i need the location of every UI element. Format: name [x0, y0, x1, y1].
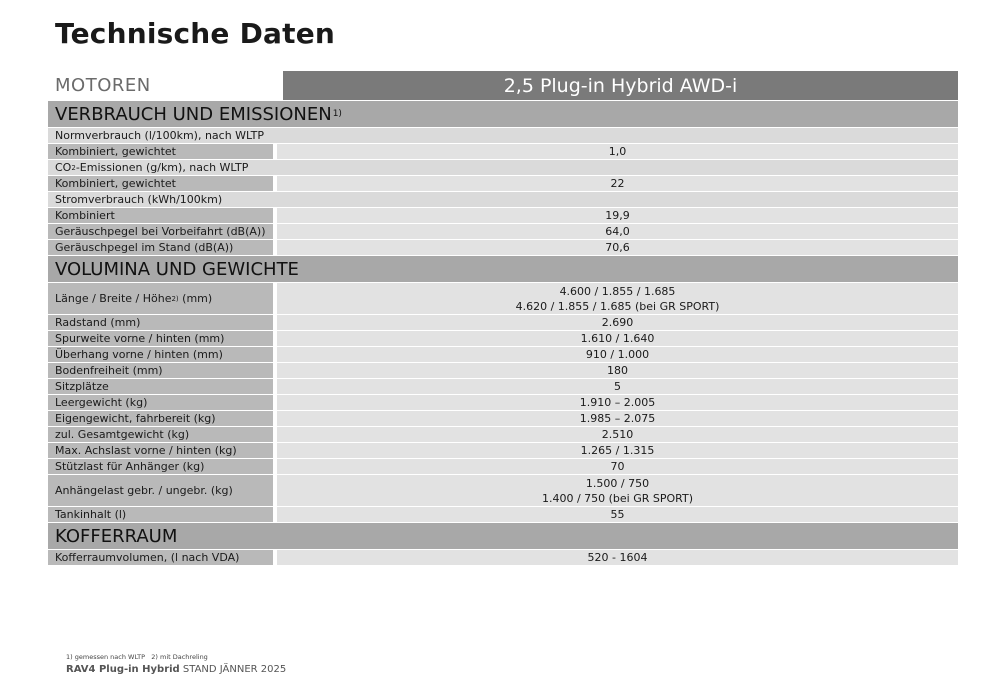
row-label [48, 283, 273, 314]
footnote-ref: 2) [171, 294, 179, 303]
table-row [48, 240, 958, 255]
row-label: Kombiniert, gewichtet [48, 176, 273, 191]
table-row [48, 507, 958, 522]
row-value: 70 [277, 459, 958, 474]
row-value: 70,6 [277, 240, 958, 255]
dims-unit: (mm) [178, 292, 213, 305]
row-value: 22 [277, 176, 958, 191]
row-value: 1.910 – 2.005 [277, 395, 958, 410]
row-value: 2.510 [277, 427, 958, 442]
footnote-ref: 1) [332, 109, 342, 119]
value-line: 4.600 / 1.855 / 1.685 [559, 284, 676, 298]
table-row [48, 331, 958, 346]
spec-table [48, 71, 958, 566]
subheading-co2 [48, 160, 958, 175]
value-line: 4.620 / 1.855 / 1.685 (bei GR SPORT) [515, 299, 720, 313]
row-label: Stützlast für Anhänger (kg) [48, 459, 273, 474]
table-row [48, 411, 958, 426]
row-value: 64,0 [277, 224, 958, 239]
row-value: 180 [277, 363, 958, 378]
co2-subscript: 2 [71, 163, 76, 172]
table-row [48, 347, 958, 362]
row-value: 19,9 [277, 208, 958, 223]
co2-suffix: -Emissionen (g/km), nach WLTP [75, 161, 249, 174]
table-row [48, 459, 958, 474]
section-volumes-heading: VOLUMINA UND GEWICHTE [48, 256, 958, 282]
table-row [48, 427, 958, 442]
row-label: Geräuschpegel im Stand (dB(A)) [48, 240, 273, 255]
row-value: 1.985 – 2.075 [277, 411, 958, 426]
table-row [48, 144, 958, 159]
footnote: 1) gemessen nach WLTP 2) mit Dachreling [66, 653, 208, 661]
row-value: 1,0 [277, 144, 958, 159]
subheading-norm: Normverbrauch (l/100km), nach WLTP [48, 128, 958, 143]
row-label: Max. Achslast vorne / hinten (kg) [48, 443, 273, 458]
section-trunk-heading: KOFFERRAUM [48, 523, 958, 549]
footer-model: RAV4 Plug-in Hybrid [66, 664, 180, 675]
footer [66, 664, 286, 675]
motor-label: MOTOREN [48, 71, 283, 100]
row-label: Geräuschpegel bei Vorbeifahrt (dB(A)) [48, 224, 273, 239]
table-row [48, 315, 958, 330]
subheading-power: Stromverbrauch (kWh/100km) [48, 192, 958, 207]
dims-label: Länge / Breite / Höhe [55, 292, 172, 305]
table-row [48, 395, 958, 410]
table-row [48, 379, 958, 394]
row-label: Tankinhalt (l) [48, 507, 273, 522]
table-row [48, 283, 958, 314]
page-title: Technische Daten [55, 17, 336, 50]
row-value: 1.265 / 1.315 [277, 443, 958, 458]
row-label: zul. Gesamtgewicht (kg) [48, 427, 273, 442]
row-value: 1.610 / 1.640 [277, 331, 958, 346]
row-label: Anhängelast gebr. / ungebr. (kg) [48, 475, 273, 506]
table-row [48, 443, 958, 458]
table-header [48, 71, 958, 100]
footer-stand: STAND JÄNNER 2025 [179, 664, 287, 675]
table-row [48, 363, 958, 378]
row-label: Kombiniert, gewichtet [48, 144, 273, 159]
table-row [48, 224, 958, 239]
row-label: Eigengewicht, fahrbereit (kg) [48, 411, 273, 426]
row-label: Kofferraumvolumen, (l nach VDA) [48, 550, 273, 565]
value-line: 1.400 / 750 (bei GR SPORT) [541, 491, 694, 505]
row-label: Leergewicht (kg) [48, 395, 273, 410]
table-row [48, 550, 958, 565]
row-label: Sitzplätze [48, 379, 273, 394]
table-row [48, 208, 958, 223]
row-label: Radstand (mm) [48, 315, 273, 330]
row-label: Überhang vorne / hinten (mm) [48, 347, 273, 362]
row-value: 520 - 1604 [277, 550, 958, 565]
row-value: 910 / 1.000 [277, 347, 958, 362]
value-line: 1.500 / 750 [585, 476, 650, 490]
row-value [277, 283, 958, 314]
section-consumption-heading [48, 101, 958, 127]
row-label: Bodenfreiheit (mm) [48, 363, 273, 378]
row-label: Kombiniert [48, 208, 273, 223]
table-row [48, 176, 958, 191]
row-label: Spurweite vorne / hinten (mm) [48, 331, 273, 346]
row-value: 5 [277, 379, 958, 394]
table-row [48, 475, 958, 506]
co2-prefix: CO [55, 161, 72, 174]
section-label: VERBRAUCH UND EMISSIONEN [55, 103, 332, 125]
row-value: 55 [277, 507, 958, 522]
row-value: 2.690 [277, 315, 958, 330]
model-name: 2,5 Plug-in Hybrid AWD-i [283, 71, 958, 100]
row-value [277, 475, 958, 506]
